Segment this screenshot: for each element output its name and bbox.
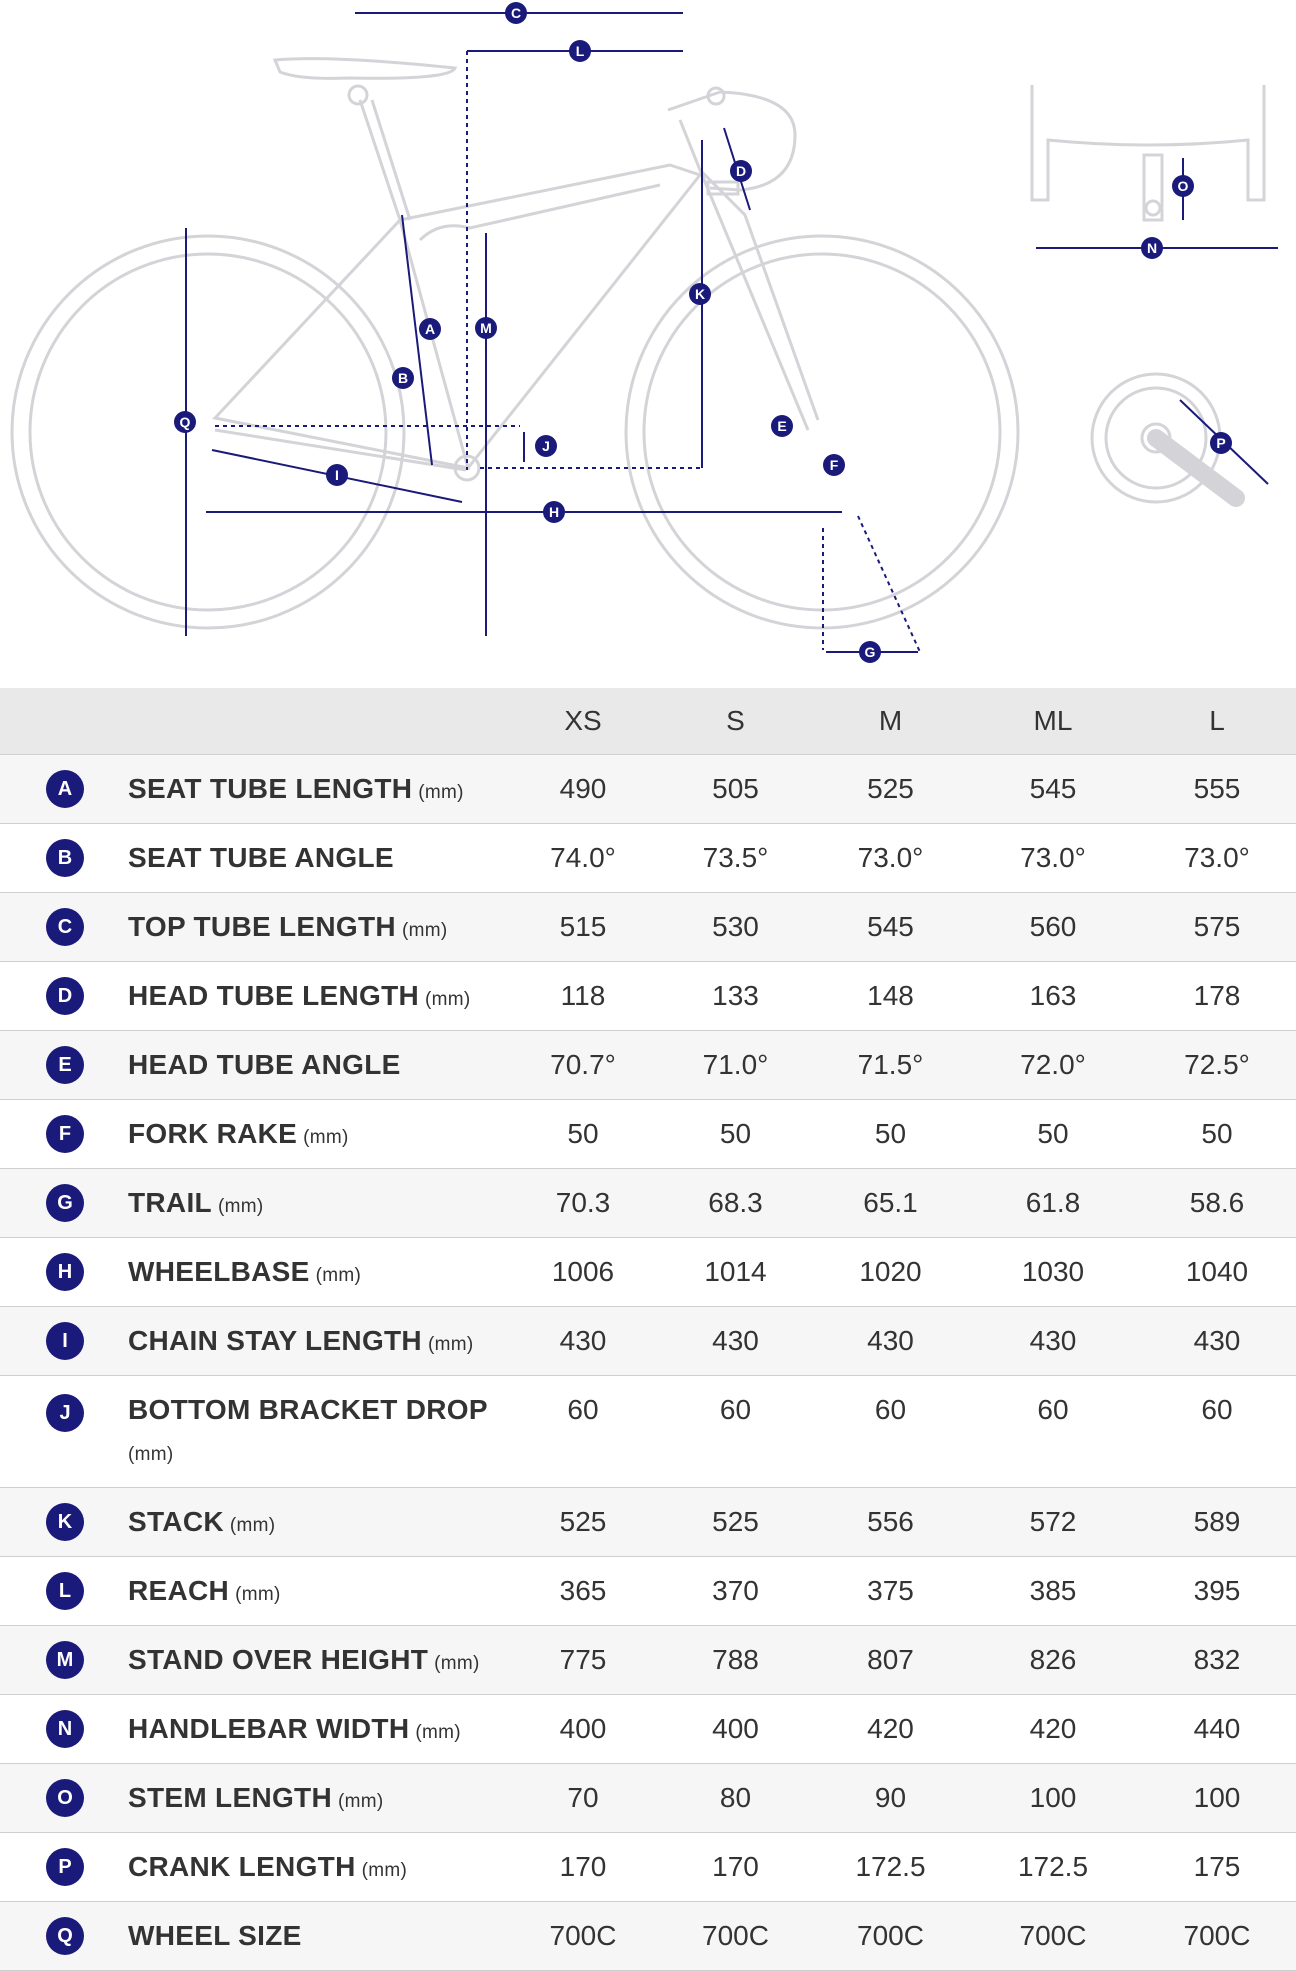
svg-text:J: J — [542, 438, 550, 454]
row-label-cell — [128, 1901, 508, 1970]
svg-text:D: D — [735, 163, 747, 179]
size-value-cell: 575 — [1138, 892, 1296, 961]
size-value-cell: 700C — [1138, 1901, 1296, 1970]
svg-text:K: K — [694, 286, 706, 302]
size-value-cell: 560 — [968, 892, 1138, 961]
svg-text:P: P — [1216, 435, 1226, 451]
table-row — [0, 1030, 1296, 1099]
marker-g — [859, 641, 881, 663]
size-value-cell: 133 — [658, 961, 813, 1030]
dimension-unit: (mm) — [434, 1652, 480, 1674]
dimension-label: SEAT TUBE LENGTH — [128, 772, 413, 804]
geometry-diagram — [0, 0, 1296, 688]
size-header-m: M — [813, 688, 968, 754]
size-header-row — [0, 688, 1296, 754]
size-header-xs: XS — [508, 688, 658, 754]
dimension-unit: (mm) — [315, 1264, 362, 1286]
bike-outline — [12, 59, 1264, 628]
marker-j — [535, 435, 557, 457]
table-row — [0, 1694, 1296, 1763]
row-key-cell — [0, 1694, 128, 1763]
dimension-label: SEAT TUBE ANGLE — [128, 841, 394, 873]
size-value-cell: 375 — [813, 1556, 968, 1625]
size-value-cell: 71.5° — [813, 1030, 968, 1099]
size-value-cell: 170 — [658, 1832, 813, 1901]
size-value-cell: 775 — [508, 1625, 658, 1694]
svg-text:E: E — [777, 418, 787, 434]
size-value-cell: 60 — [508, 1375, 658, 1487]
svg-text:L: L — [575, 43, 585, 59]
row-key-cell — [0, 1556, 128, 1625]
dimension-key-badge: A — [46, 770, 84, 808]
dimension-label: STAND OVER HEIGHT — [128, 1643, 429, 1675]
table-row — [0, 823, 1296, 892]
marker-p — [1210, 432, 1232, 454]
row-label-cell — [128, 1556, 508, 1625]
size-value-cell: 826 — [968, 1625, 1138, 1694]
row-key-cell — [0, 1763, 128, 1832]
size-value-cell: 525 — [508, 1487, 658, 1556]
size-value-cell: 395 — [1138, 1556, 1296, 1625]
row-label-cell — [128, 1237, 508, 1306]
marker-h — [543, 501, 565, 523]
dimension-unit: (mm) — [361, 1859, 408, 1881]
svg-text:H: H — [548, 504, 560, 520]
dimension-label: FORK RAKE — [128, 1117, 298, 1149]
size-value-cell: 556 — [813, 1487, 968, 1556]
dimension-unit: (mm) — [337, 1790, 384, 1812]
dimension-unit: (mm) — [425, 988, 471, 1010]
geometry-table — [0, 688, 1296, 1971]
dimension-label: TRAIL — [128, 1186, 212, 1218]
dimension-lines — [186, 13, 1278, 652]
dimension-unit: (mm) — [217, 1195, 264, 1217]
size-value-cell: 700C — [508, 1901, 658, 1970]
dimension-label: TOP TUBE LENGTH — [128, 910, 396, 942]
dimension-key-badge: P — [46, 1848, 84, 1886]
table-row — [0, 1375, 1296, 1487]
dimension-unit: (mm) — [427, 1333, 474, 1355]
size-value-cell: 73.5° — [658, 823, 813, 892]
row-label-cell — [128, 1168, 508, 1237]
marker-c — [505, 2, 527, 24]
size-value-cell: 430 — [1138, 1306, 1296, 1375]
dimension-key-badge: C — [46, 908, 84, 946]
dimension-label: BOTTOM BRACKET DROP — [128, 1393, 488, 1425]
size-value-cell: 832 — [1138, 1625, 1296, 1694]
row-key-cell — [0, 1168, 128, 1237]
geometry-table-container — [0, 688, 1296, 1971]
size-value-cell: 807 — [813, 1625, 968, 1694]
size-value-cell: 61.8 — [968, 1168, 1138, 1237]
dimension-label: HEAD TUBE LENGTH — [128, 979, 420, 1011]
dimension-unit: (mm) — [128, 1443, 174, 1465]
dimension-key-badge: L — [46, 1572, 84, 1610]
dimension-key-badge: B — [46, 839, 84, 877]
size-value-cell: 50 — [813, 1099, 968, 1168]
table-row — [0, 1099, 1296, 1168]
size-value-cell: 50 — [658, 1099, 813, 1168]
marker-e — [771, 415, 793, 437]
size-value-cell: 60 — [658, 1375, 813, 1487]
row-label-cell — [128, 1694, 508, 1763]
size-value-cell: 1030 — [968, 1237, 1138, 1306]
row-key-cell — [0, 1487, 128, 1556]
marker-f — [823, 454, 845, 476]
row-label-cell — [128, 1375, 508, 1487]
marker-l — [569, 40, 591, 62]
size-value-cell: 1006 — [508, 1237, 658, 1306]
table-row — [0, 1625, 1296, 1694]
table-row — [0, 1168, 1296, 1237]
size-value-cell: 148 — [813, 961, 968, 1030]
marker-m — [475, 317, 497, 339]
size-value-cell: 700C — [813, 1901, 968, 1970]
size-value-cell: 178 — [1138, 961, 1296, 1030]
size-value-cell: 385 — [968, 1556, 1138, 1625]
size-value-cell: 73.0° — [968, 823, 1138, 892]
size-value-cell: 370 — [658, 1556, 813, 1625]
size-value-cell: 71.0° — [658, 1030, 813, 1099]
row-label-cell — [128, 1763, 508, 1832]
dimension-label: STACK — [128, 1505, 224, 1537]
size-value-cell: 788 — [658, 1625, 813, 1694]
size-value-cell: 525 — [658, 1487, 813, 1556]
svg-text:G: G — [864, 644, 876, 660]
dimension-key-badge: H — [46, 1253, 84, 1291]
size-value-cell: 400 — [508, 1694, 658, 1763]
size-value-cell: 90 — [813, 1763, 968, 1832]
size-value-cell: 100 — [968, 1763, 1138, 1832]
dimension-unit: (mm) — [415, 1721, 461, 1743]
marker-k — [689, 283, 711, 305]
svg-text:M: M — [480, 320, 492, 336]
size-value-cell: 555 — [1138, 754, 1296, 823]
row-key-cell — [0, 1306, 128, 1375]
size-value-cell: 700C — [968, 1901, 1138, 1970]
dimension-key-badge: F — [46, 1115, 84, 1153]
size-value-cell: 1020 — [813, 1237, 968, 1306]
table-row — [0, 1763, 1296, 1832]
row-key-cell — [0, 1030, 128, 1099]
size-value-cell: 1014 — [658, 1237, 813, 1306]
dimension-label: HANDLEBAR WIDTH — [128, 1712, 410, 1744]
dimension-unit: (mm) — [418, 781, 464, 803]
size-value-cell: 430 — [658, 1306, 813, 1375]
size-value-cell: 440 — [1138, 1694, 1296, 1763]
marker-n — [1141, 237, 1163, 259]
row-label-cell — [128, 1099, 508, 1168]
row-label-cell — [128, 1030, 508, 1099]
row-label-cell — [128, 961, 508, 1030]
row-label-cell — [128, 1625, 508, 1694]
row-key-cell — [0, 1625, 128, 1694]
row-label-cell — [128, 1306, 508, 1375]
dimension-label: REACH — [128, 1574, 230, 1606]
size-value-cell: 430 — [508, 1306, 658, 1375]
marker-o — [1172, 175, 1194, 197]
svg-text:I: I — [335, 467, 339, 483]
size-value-cell: 73.0° — [813, 823, 968, 892]
row-key-cell — [0, 961, 128, 1030]
table-row — [0, 892, 1296, 961]
svg-text:O: O — [1177, 178, 1189, 194]
size-value-cell: 545 — [968, 754, 1138, 823]
size-value-cell: 70.3 — [508, 1168, 658, 1237]
svg-text:B: B — [397, 370, 409, 386]
dimension-key-badge: I — [46, 1322, 84, 1360]
dimension-key-badge: Q — [46, 1917, 84, 1955]
row-key-cell — [0, 1901, 128, 1970]
dimension-key-badge: D — [46, 977, 84, 1015]
row-label-cell — [128, 892, 508, 961]
svg-text:A: A — [424, 321, 436, 337]
row-key-cell — [0, 892, 128, 961]
size-value-cell: 65.1 — [813, 1168, 968, 1237]
size-value-cell: 430 — [813, 1306, 968, 1375]
size-value-cell: 589 — [1138, 1487, 1296, 1556]
svg-text:N: N — [1146, 240, 1158, 256]
row-key-cell — [0, 1832, 128, 1901]
table-row — [0, 1306, 1296, 1375]
row-label-cell — [128, 754, 508, 823]
size-value-cell: 50 — [508, 1099, 658, 1168]
dimension-unit: (mm) — [303, 1126, 349, 1148]
size-value-cell: 163 — [968, 961, 1138, 1030]
size-value-cell: 80 — [658, 1763, 813, 1832]
size-value-cell: 50 — [968, 1099, 1138, 1168]
size-header-l: L — [1138, 688, 1296, 754]
table-row — [0, 754, 1296, 823]
table-row — [0, 961, 1296, 1030]
row-key-cell — [0, 823, 128, 892]
size-value-cell: 490 — [508, 754, 658, 823]
size-value-cell: 172.5 — [968, 1832, 1138, 1901]
size-value-cell: 530 — [658, 892, 813, 961]
size-value-cell: 68.3 — [658, 1168, 813, 1237]
table-row — [0, 1556, 1296, 1625]
table-row — [0, 1832, 1296, 1901]
table-row — [0, 1237, 1296, 1306]
svg-text:C: C — [510, 5, 522, 21]
size-value-cell: 420 — [968, 1694, 1138, 1763]
size-value-cell: 72.5° — [1138, 1030, 1296, 1099]
dimension-key-badge: G — [46, 1184, 84, 1222]
size-value-cell: 70.7° — [508, 1030, 658, 1099]
row-key-cell — [0, 1099, 128, 1168]
dimension-key-badge: N — [46, 1710, 84, 1748]
size-value-cell: 420 — [813, 1694, 968, 1763]
size-value-cell: 515 — [508, 892, 658, 961]
marker-d — [730, 160, 752, 182]
row-label-cell — [128, 1832, 508, 1901]
dimension-key-badge: O — [46, 1779, 84, 1817]
size-value-cell: 505 — [658, 754, 813, 823]
size-value-cell: 365 — [508, 1556, 658, 1625]
row-key-cell — [0, 754, 128, 823]
row-key-cell — [0, 1375, 128, 1487]
dimension-key-badge: M — [46, 1641, 84, 1679]
svg-text:F: F — [829, 457, 839, 473]
dimension-unit: (mm) — [235, 1583, 281, 1605]
marker-i — [326, 464, 348, 486]
size-value-cell: 74.0° — [508, 823, 658, 892]
dimension-key-badge: J — [46, 1394, 84, 1432]
size-value-cell: 58.6 — [1138, 1168, 1296, 1237]
size-header-ml: ML — [968, 688, 1138, 754]
svg-text:Q: Q — [179, 414, 191, 430]
dimension-label: HEAD TUBE ANGLE — [128, 1048, 401, 1080]
dimension-label: STEM LENGTH — [128, 1781, 332, 1813]
dimension-label: CRANK LENGTH — [128, 1850, 356, 1882]
size-value-cell: 60 — [1138, 1375, 1296, 1487]
size-value-cell: 525 — [813, 754, 968, 823]
size-value-cell: 1040 — [1138, 1237, 1296, 1306]
size-value-cell: 545 — [813, 892, 968, 961]
marker-a — [419, 318, 441, 340]
size-value-cell: 175 — [1138, 1832, 1296, 1901]
size-value-cell: 118 — [508, 961, 658, 1030]
size-value-cell: 100 — [1138, 1763, 1296, 1832]
size-value-cell: 170 — [508, 1832, 658, 1901]
size-value-cell: 700C — [658, 1901, 813, 1970]
size-value-cell: 70 — [508, 1763, 658, 1832]
marker-q — [174, 411, 196, 433]
row-label-cell — [128, 1487, 508, 1556]
size-value-cell: 400 — [658, 1694, 813, 1763]
dimension-key-badge: K — [46, 1503, 84, 1541]
dimension-label: WHEEL SIZE — [128, 1919, 302, 1951]
size-value-cell: 50 — [1138, 1099, 1296, 1168]
dimension-unit: (mm) — [229, 1514, 276, 1536]
size-header-s: S — [658, 688, 813, 754]
table-row — [0, 1487, 1296, 1556]
header-spacer — [0, 688, 128, 754]
header-spacer — [128, 688, 508, 754]
dimension-label: CHAIN STAY LENGTH — [128, 1324, 422, 1356]
size-value-cell: 73.0° — [1138, 823, 1296, 892]
row-key-cell — [0, 1237, 128, 1306]
row-label-cell — [128, 823, 508, 892]
table-row — [0, 1901, 1296, 1970]
dimension-unit: (mm) — [401, 919, 448, 941]
size-value-cell: 572 — [968, 1487, 1138, 1556]
size-value-cell: 72.0° — [968, 1030, 1138, 1099]
dimension-key-badge: E — [46, 1046, 84, 1084]
marker-b — [392, 367, 414, 389]
size-value-cell: 60 — [813, 1375, 968, 1487]
dimension-label: WHEELBASE — [128, 1255, 310, 1287]
size-value-cell: 430 — [968, 1306, 1138, 1375]
size-value-cell: 60 — [968, 1375, 1138, 1487]
bike-geometry-illustration — [0, 0, 1296, 688]
size-value-cell: 172.5 — [813, 1832, 968, 1901]
